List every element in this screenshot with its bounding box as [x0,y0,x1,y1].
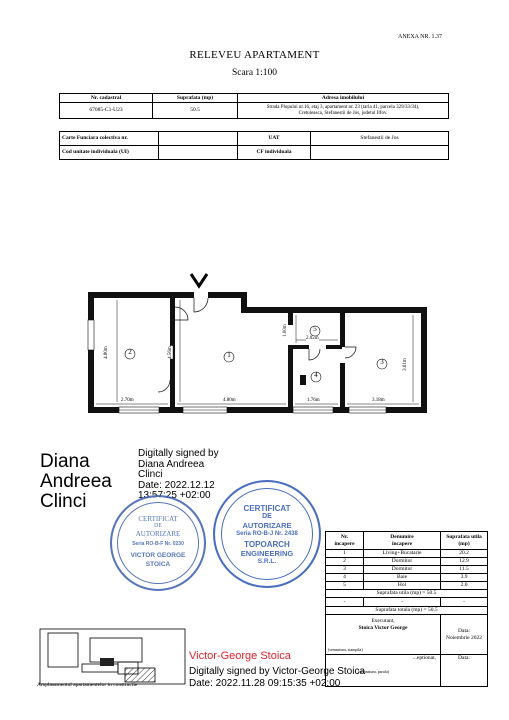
entrance-arrow [191,274,207,286]
dash-cell-1: - [326,598,364,607]
receptionat-sign-note: (semnatura, parafa) [358,669,390,674]
stamp2-line-4: Seria RO-B-J Nr. 2438 [236,531,298,537]
authorization-stamp-personal [110,495,206,591]
address-line-1: Strada Plopului nr.16, etaj 3, apartament nr. 23 (tarla 41, parcela 329/33/34), [266,104,420,110]
executant-date-cell [441,615,488,655]
room-nr: 5 [326,582,364,590]
signer-name-line-3: Clinci [40,491,87,512]
stamp1-line-1: CERTIFICAT [138,515,178,523]
room-area: 2.0 [441,582,488,590]
executant-sign-note: (semnatura, stampila) [328,647,363,652]
stamp1-line-2: DE [154,523,162,529]
stamp1-line-6: STOICA [145,561,171,568]
room-nr: 2 [326,558,364,566]
room-name: Living+Bucatarie [364,550,441,558]
table-row [326,558,488,566]
header-cadastral: Nr. cadastral [60,94,153,103]
executant-cell [326,615,441,655]
uat-label: UAT [238,132,311,146]
executant-name: Stoica Victor George [358,625,408,631]
stamp1-line-3: AUTORIZARE [135,530,181,538]
annex-label: ANEXA NR. 1.37 [398,34,443,40]
room-number-2: 2 [128,348,132,356]
signer-name-line-1: Diana [40,451,90,472]
header-room-name-line-2: incapere [391,540,413,547]
digital-signature-2-line-1: Digitally signed by Victor-George Stoica [189,666,366,677]
rooms-table [325,531,488,687]
room-nr: 1 [326,550,364,558]
digital-signature-1-line-2: Diana Andreea [138,458,205,470]
digital-signature-1-line-3: Clinci [138,469,163,480]
dash-cell-2: - [364,598,441,607]
dim-480-width: 4.80m [223,398,236,403]
carte-funciara-label: Carte Funciara colectiva nr. [60,132,159,146]
digital-signature-1-line-5: 13:57:25 +02:00 [138,490,211,501]
site-plan-sketch [30,624,190,688]
room-area: 3.9 [441,574,488,582]
header-area: Suprafata (mp) [153,94,238,103]
signer-name-red: Victor-George Stoica [189,650,291,662]
executant-label: Executant, [371,618,395,624]
header-room-area [441,532,488,550]
cadastral-value: 67085-C1-U23 [60,103,153,119]
uat-value: Stefanestii de Jos [311,132,449,146]
room-area: 12.9 [441,558,488,566]
header-room-name-line-1: Denumire [390,533,414,540]
room-name: Hol [364,582,441,590]
stamp2-line-2: DE [262,513,272,520]
site-plan-caption: Amplasamentul apartamentelor in constructie [37,682,138,688]
dim-100: 1.00m [282,324,288,337]
stamp2-line-5: TOPOARCH [244,540,290,549]
signer-name-line-2: Andreea [40,471,112,492]
cf-individuala-label: CF individuala [238,146,311,160]
stamp2-line-6: ENGINEERING [240,549,294,558]
stamp2-line-3: AUTORIZARE [242,521,292,530]
room-number-5: 5 [313,325,317,333]
executant-date-value: Noiembrie 2022 [446,634,482,641]
area-value: 50.5 [153,103,238,119]
signer-name-large [40,452,112,512]
digital-signature-1 [138,449,219,502]
receptionat-date-cell [441,655,488,687]
dim-480-height: 4.80m [103,346,109,359]
dim-202: 2.02m [306,336,319,341]
header-address: Adresa imobilului [238,94,449,103]
room-name: Baie [364,574,441,582]
digital-signature-1-line-4: Date: 2022.12.12 [138,479,215,491]
room-name: Dormitor [364,566,441,574]
stamp2-line-7: S.R.L. [257,558,277,565]
dimension-lines [96,300,419,404]
authorization-stamp-company [213,480,321,588]
dim-456: 4.56m [167,346,173,359]
header-room-number-line-2: incapere [334,540,355,547]
room-nr: 3 [326,566,364,574]
table-row [326,574,488,582]
stamp1-line-5: VICTOR GEORGE [130,552,186,559]
dim-270: 2.70m [121,398,134,403]
receptionat-label: ...eptionat, [412,655,436,661]
digital-signature-2-line-2: Date: 2022.11.28 09:15:35 +02:00 [189,678,341,689]
table-row [326,566,488,574]
scale-label: Scara 1:100 [231,68,278,78]
cod-ui-label: Cod unitate individuala (UI) [60,146,159,160]
room-number-3: 3 [380,358,384,366]
table-row [326,550,488,558]
total-area: Suprafata totala (mp) = 50.5 [326,607,488,615]
stamp2-line-1: CERTIFICAT [243,504,291,513]
executant-date-label: Data: [458,627,470,634]
room-markers [125,326,387,382]
utila-total: Suprafata utila (mp) = 50.5 [326,590,488,598]
room-area: 20.2 [441,550,488,558]
receptionat-date-label: Data: [458,655,470,661]
header-room-area-line-1: Suprafata utila [446,533,482,540]
room-number-1: 1 [227,351,231,359]
header-room-number-line-1: Nr. [340,533,349,540]
dim-318: 3.18m [372,398,385,403]
header-room-area-line-2: (mp) [458,540,470,547]
table-row [326,582,488,590]
page-title: RELEVEU APARTAMENT [189,49,320,61]
header-room-name [364,532,441,550]
dim-176: 1.76m [307,398,320,403]
stamp1-line-4: Seria RO-B-F Nr. 0230 [132,541,184,547]
digital-signature-1-line-1: Digitally signed by [138,448,219,459]
address-line-2: Cretuleasca, Stefanestii de Jos, judetul Ilfov. [298,110,388,116]
room-nr: 4 [326,574,364,582]
dash-cell-3: - [441,598,488,607]
dim-361: 3.61m [402,358,408,371]
header-room-number [326,532,364,550]
room-name: Dormitor [364,558,441,566]
room-number-4: 4 [314,371,318,379]
walls [88,292,427,413]
room-area: 11.5 [441,566,488,574]
